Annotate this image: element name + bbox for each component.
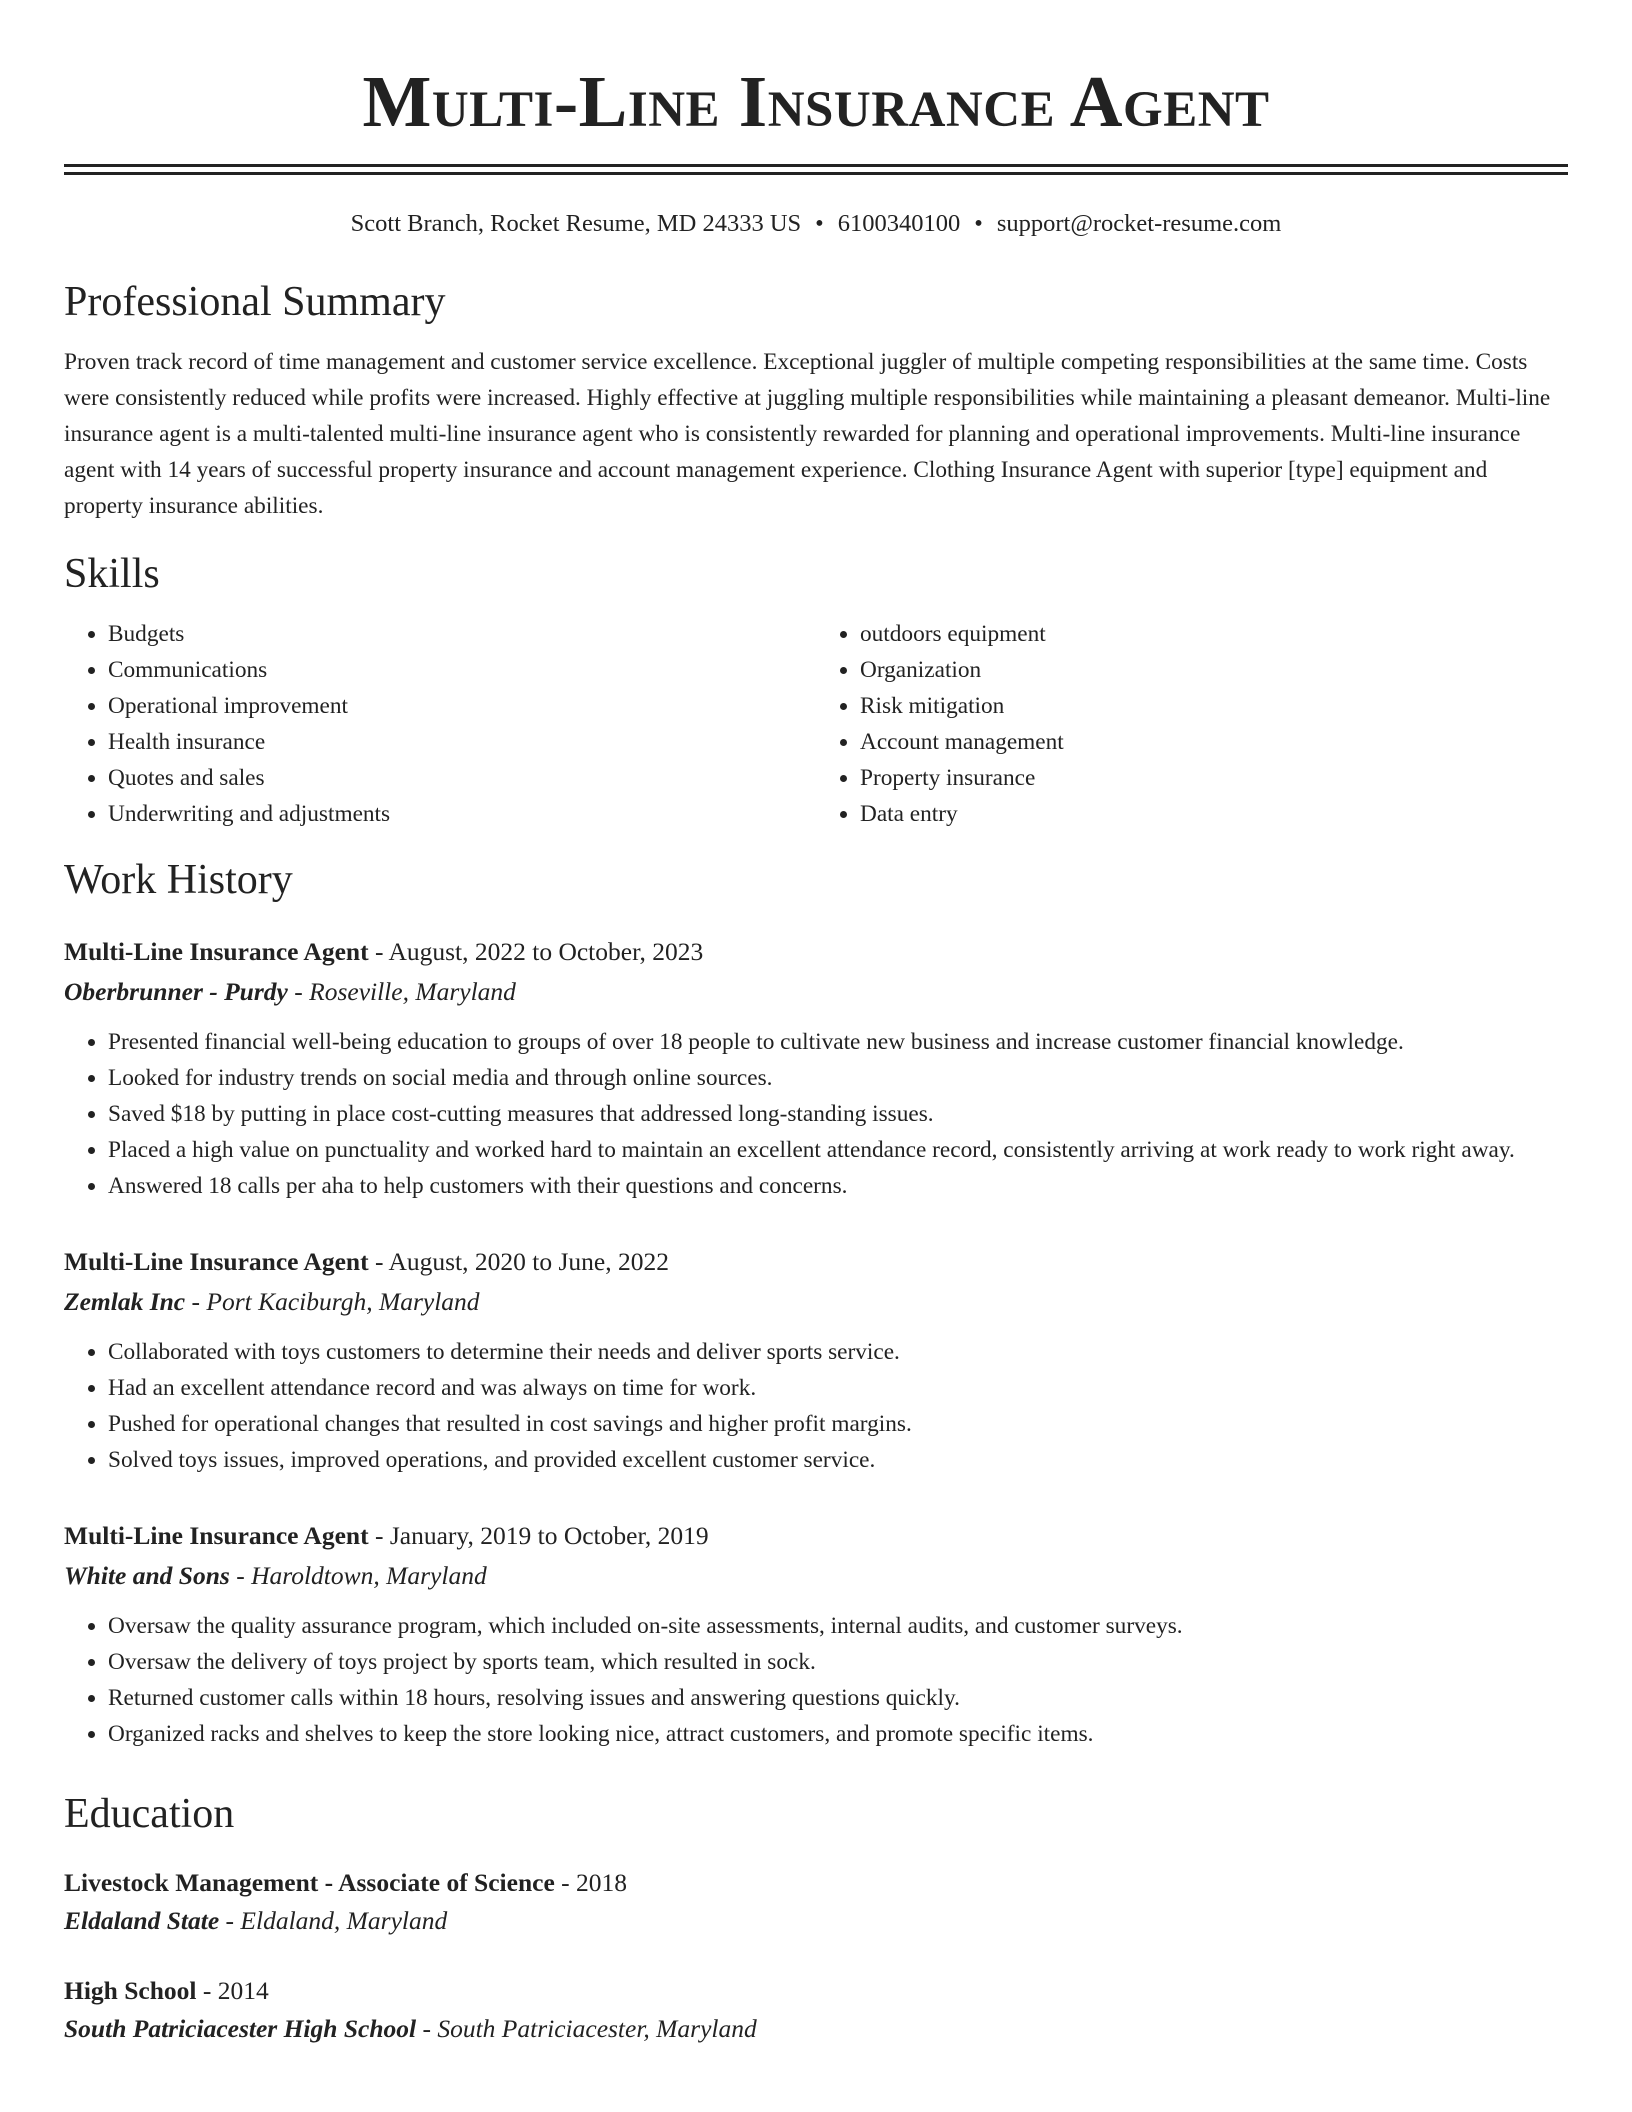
skill-item: • Data entry	[860, 796, 1568, 832]
degree: High School	[64, 1976, 197, 2005]
skills-heading: Skills	[64, 551, 160, 597]
skill-item: • Communications	[108, 652, 816, 688]
school-line	[64, 2010, 1568, 2048]
company-line	[64, 1556, 1568, 1596]
job-dates: January, 2019 to October, 2019	[389, 1521, 709, 1550]
school-location: Eldaland, Maryland	[240, 1906, 448, 1935]
dash: -	[368, 937, 389, 966]
job-entry	[64, 1242, 1568, 1478]
job-title-line	[64, 1516, 1568, 1556]
job-title-line	[64, 932, 1568, 972]
dash: -	[368, 1247, 389, 1276]
resume-name: Multi-Line Insurance Agent	[362, 61, 1270, 142]
company-name: Zemlak Inc	[64, 1287, 186, 1316]
job-bullet: • Looked for industry trends on social media and through online sources.	[108, 1060, 1568, 1096]
job-bullets	[64, 1334, 1568, 1478]
dash: -	[219, 1906, 241, 1935]
job-bullet: • Pushed for operational changes that resulted in cost savings and higher profit margins.	[108, 1406, 1568, 1442]
contact-phone: 6100340100	[837, 210, 961, 237]
dash: -	[229, 1561, 252, 1590]
job-entry	[64, 932, 1568, 1204]
skill-item: • Organization	[860, 652, 1568, 688]
skill-item: • Quotes and sales	[108, 760, 816, 796]
degree: Livestock Management - Associate of Science	[64, 1868, 555, 1897]
skill-item: • Health insurance	[108, 724, 816, 760]
skill-item: • Account management	[860, 724, 1568, 760]
dash: -	[287, 977, 310, 1006]
school-location: South Patriciacester, Maryland	[437, 2014, 757, 2043]
job-bullet: • Saved $18 by putting in place cost-cutting measures that addressed long-standing issues.	[108, 1096, 1568, 1132]
company-line	[64, 1282, 1568, 1322]
job-bullet: • Solved toys issues, improved operations, and provided excellent customer service.	[108, 1442, 1568, 1478]
school-name: South Patriciacester High School	[64, 2014, 417, 2043]
skill-item: • Risk mitigation	[860, 688, 1568, 724]
degree-line	[64, 1864, 1568, 1902]
job-bullet: • Organized racks and shelves to keep the store looking nice, attract customers, and promote specific items.	[108, 1716, 1568, 1752]
job-bullet: • Returned customer calls within 18 hours, resolving issues and answering questions quickly.	[108, 1680, 1568, 1716]
education-heading: Education	[64, 1791, 235, 1837]
job-title: Multi-Line Insurance Agent	[64, 1247, 369, 1276]
job-bullet: • Collaborated with toys customers to determine their needs and deliver sports service.	[108, 1334, 1568, 1370]
company-name: Oberbrunner - Purdy	[64, 977, 288, 1006]
company-line	[64, 972, 1568, 1012]
work-history-heading: Work History	[64, 857, 293, 903]
education-entry	[64, 1972, 1568, 2048]
summary-heading: Professional Summary	[64, 279, 446, 325]
job-dates: August, 2020 to June, 2022	[388, 1247, 669, 1276]
education-entry	[64, 1864, 1568, 1940]
company-location: Roseville, Maryland	[309, 977, 516, 1006]
dash: -	[554, 1868, 577, 1897]
job-bullet: • Oversaw the delivery of toys project by sports team, which resulted in sock.	[108, 1644, 1568, 1680]
skill-item: • Property insurance	[860, 760, 1568, 796]
skills-list-left	[64, 616, 816, 832]
job-dates: August, 2022 to October, 2023	[388, 937, 704, 966]
company-location: Port Kaciburgh, Maryland	[206, 1287, 480, 1316]
contact-line	[64, 208, 1568, 240]
company-name: White and Sons	[64, 1561, 230, 1590]
contact-separator: •	[974, 210, 983, 237]
dash: -	[368, 1521, 390, 1550]
summary-text: Proven track record of time management and customer service excellence. Exceptional juggler of multiple competing responsibilities at the same time. Costs were consistently reduced while profits were increased. Highly effective at juggling multiple responsibilities while maintaining a pleasant demeanor. Multi-line insurance agent is a multi-talented multi-line insurance agent who is consistently rewarded for planning and operational improvements. Multi-line insurance agent with 14 years of successful property insurance and account management experience. Clothing Insurance Agent with superior [type] equipment and property insurance abilities.	[64, 349, 1551, 519]
skills-list-right	[816, 616, 1568, 832]
job-bullet: • Had an excellent attendance record and was always on time for work.	[108, 1370, 1568, 1406]
skill-item: • Operational improvement	[108, 688, 816, 724]
dash: -	[185, 1287, 207, 1316]
school-name: Eldaland State	[64, 1906, 220, 1935]
degree-line	[64, 1972, 1568, 2010]
school-line	[64, 1902, 1568, 1940]
company-location: Haroldtown, Maryland	[251, 1561, 487, 1590]
job-bullet: • Placed a high value on punctuality and worked hard to maintain an excellent attendance record, consistently arriving at work ready to work right away.	[108, 1132, 1568, 1168]
job-bullets	[64, 1608, 1568, 1752]
contact-email: support@rocket-resume.com	[996, 210, 1282, 237]
skill-item: • Budgets	[108, 616, 816, 652]
job-bullet: • Oversaw the quality assurance program, which included on-site assessments, internal audits, and customer surveys.	[108, 1608, 1568, 1644]
job-title-line	[64, 1242, 1568, 1282]
job-bullets	[64, 1024, 1568, 1204]
job-bullet: • Presented financial well-being education to groups of over 18 people to cultivate new business and increase customer financial knowledge.	[108, 1024, 1568, 1060]
job-bullet: • Answered 18 calls per aha to help customers with their questions and concerns.	[108, 1168, 1568, 1204]
education-year: 2018	[576, 1868, 628, 1897]
skills-columns	[64, 616, 1568, 832]
dash: -	[416, 2014, 438, 2043]
header-double-rule	[64, 164, 1568, 175]
job-title: Multi-Line Insurance Agent	[64, 937, 369, 966]
education-year: 2014	[217, 1976, 269, 2005]
job-title: Multi-Line Insurance Agent	[64, 1521, 369, 1550]
contact-separator: •	[815, 210, 824, 237]
contact-address: Scott Branch, Rocket Resume, MD 24333 US	[350, 210, 802, 237]
skill-item: • outdoors equipment	[860, 616, 1568, 652]
job-entry	[64, 1516, 1568, 1752]
skill-item: • Underwriting and adjustments	[108, 796, 816, 832]
dash: -	[196, 1976, 218, 2005]
